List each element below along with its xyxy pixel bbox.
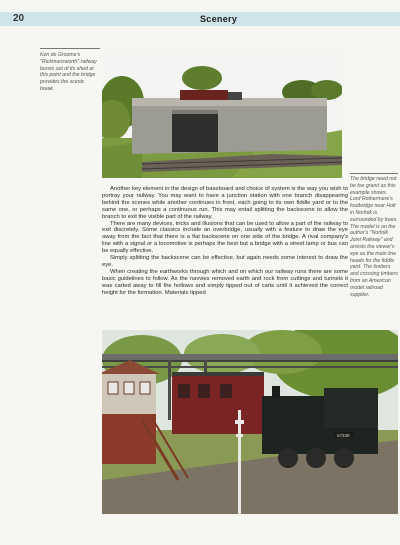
caption-rule [40, 48, 100, 49]
photo-overbridge [102, 50, 342, 178]
page-number: 20 [13, 13, 25, 24]
article-body [102, 186, 348, 297]
body-paragraph-3: Simply splitting the backscene can be effective, but again needs some interest to draw the eye. [102, 255, 348, 268]
caption-bottom-photo: The bridge need not be too grand as this example shows. Lord Rothermere's footbridge near Holt in Norfolk is surrounded by trees. The model is on the author's "Norfolk Joint Railway" and arrests the viewer's eye as the main line heads for the fiddle yard. The timbers and crossing timbers from an American model railroad supplier. [350, 173, 398, 351]
photo-footbridge-locomotive [102, 330, 398, 514]
body-paragraph-4: When creating the earthworks through which and on which our railway runs there are some basic guidelines to follow. As the navvies removed earth and rock from cuttings and tunnels it was carted away to fill the hollows and simply tipped out of carts until it achieved the correct height for the formation. Materials tipped [102, 268, 348, 296]
body-paragraph-1: Another key element in the design of baseboard and choice of system is the way you wish to portray your railway. You may want to have a junction station with one branch disappearing behind the scenes while another continues in front, each going to its own fiddle yard or to the same one, or perhaps a continuous run. This may entail splitting the backscene to allow the branch to exit the visible part of the railway. [102, 186, 348, 220]
body-paragraph-2: There are many devices, tricks and illusions that can be used to allow a part of the railway to exit discretely. Some classics include an overbridge, usually with a feature to draw the eye away from the fact that there is a flat backscene on one side of the bridge. A rival company's line with a signal or a locomotive is perhaps the best but a bridge with a street lamp or bus can be equally effective. [102, 220, 348, 255]
caption-top-photo: Ken de Groome's "Rickmansworth" railway bursts out of its shed at this point and the bridge provides the scenic break. [40, 52, 97, 92]
loco-number: 67339 [337, 433, 350, 438]
section-title: Scenery [200, 14, 238, 24]
page-header [0, 12, 400, 26]
